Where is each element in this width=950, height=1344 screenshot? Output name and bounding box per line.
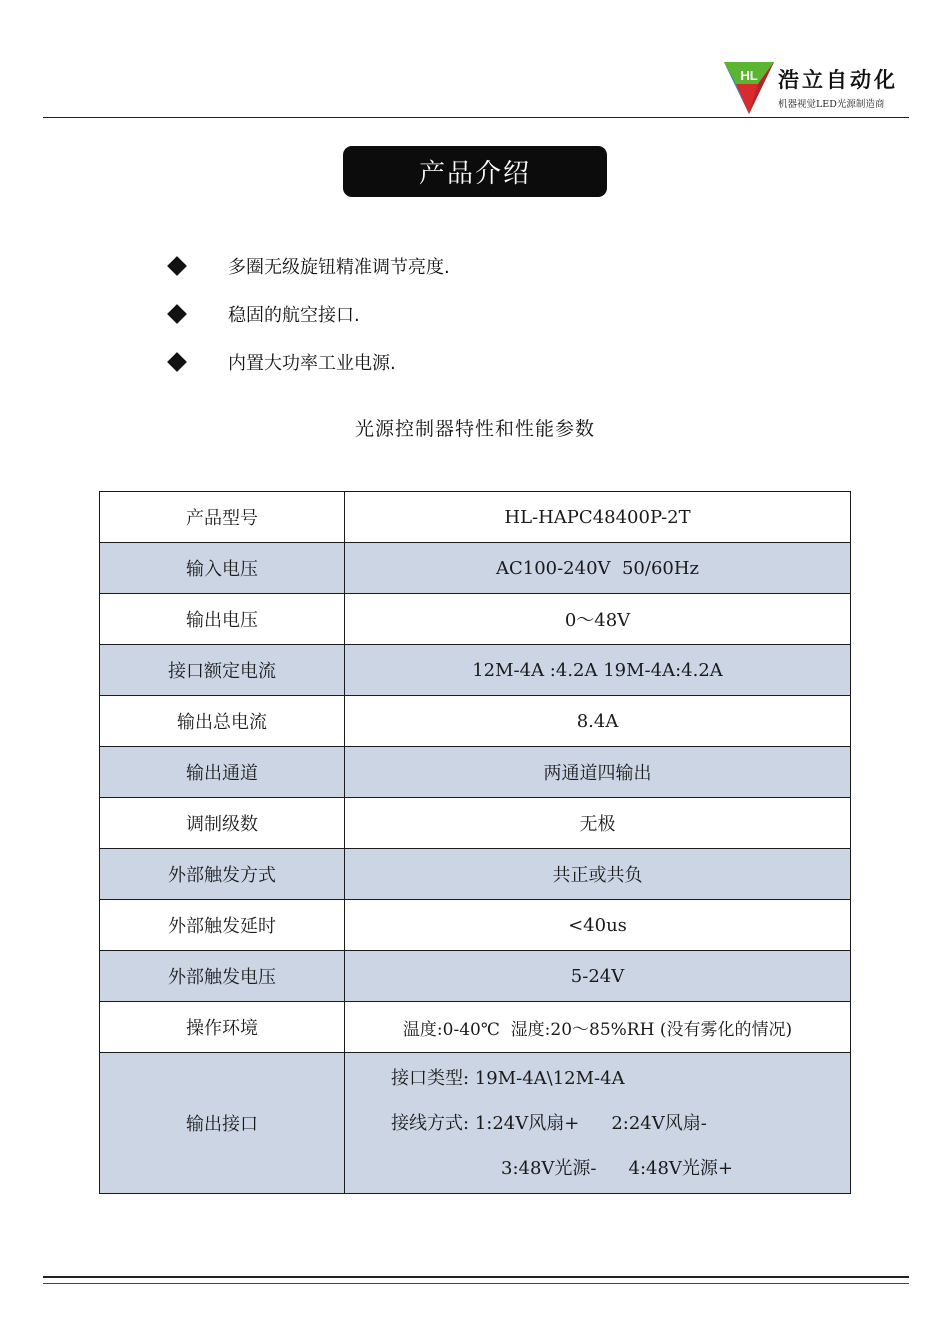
feature-item — [166, 338, 450, 386]
feature-text: 稳固的航空接口. — [228, 305, 360, 326]
port-wiring-line — [391, 1101, 850, 1146]
feature-item — [166, 290, 450, 338]
spec-label: 输出接口 — [100, 1053, 345, 1194]
spec-label: 外部触发延时 — [100, 900, 345, 951]
logo-emblem — [722, 58, 776, 118]
port-details — [345, 1056, 850, 1191]
company-name: 浩立自动化 — [778, 67, 898, 92]
company-logo — [722, 58, 912, 118]
feature-list — [166, 242, 450, 386]
spec-row — [100, 492, 851, 543]
spec-label: 操作环境 — [100, 1002, 345, 1053]
spec-label: 外部触发方式 — [100, 849, 345, 900]
spec-label: 接口额定电流 — [100, 645, 345, 696]
diamond-bullet-icon — [167, 352, 187, 372]
spec-value: 两通道四输出 — [345, 747, 851, 798]
spec-row — [100, 951, 851, 1002]
spec-row — [100, 696, 851, 747]
diamond-bullet-icon — [167, 256, 187, 276]
logo-mark-text: HL — [740, 68, 758, 83]
spec-table-title: 光源控制器特性和性能参数 — [354, 418, 595, 440]
wiring-label: 接线方式: — [391, 1112, 470, 1134]
spec-row — [100, 645, 851, 696]
spec-value: 温度:0-40℃ 湿度:20～85%RH (没有雾化的情况) — [345, 1002, 851, 1053]
section-title: 产品介绍 — [343, 146, 607, 197]
spec-label: 外部触发电压 — [100, 951, 345, 1002]
spec-label: 输出电压 — [100, 594, 345, 645]
spec-row — [100, 798, 851, 849]
port-type-line: 接口类型: 19M-4A\12M-4A — [391, 1067, 625, 1089]
spec-row — [100, 900, 851, 951]
pin-3: 3:48V光源- — [501, 1157, 597, 1179]
spec-row — [100, 1002, 851, 1053]
feature-item — [166, 242, 450, 290]
spec-label: 输出总电流 — [100, 696, 345, 747]
spec-label: 输入电压 — [100, 543, 345, 594]
footer-divider — [43, 1276, 909, 1278]
company-slogan: 机器视觉LED光源制造商 — [778, 99, 885, 110]
spec-value: 0～48V — [345, 594, 851, 645]
spec-row — [100, 543, 851, 594]
diamond-bullet-icon — [167, 304, 187, 324]
pin-1: 1:24V风扇+ — [474, 1112, 580, 1134]
spec-row — [100, 747, 851, 798]
spec-value: <40us — [345, 900, 851, 951]
spec-table — [99, 491, 851, 1194]
pin-4: 4:48V光源+ — [628, 1157, 734, 1179]
feature-text: 多圈无级旋钮精准调节亮度. — [228, 257, 450, 278]
spec-value: 共正或共负 — [345, 849, 851, 900]
spec-value: 12M-4A :4.2A 19M-4A:4.2A — [345, 645, 851, 696]
spec-row — [100, 849, 851, 900]
spec-row — [100, 594, 851, 645]
spec-value: 无极 — [345, 798, 851, 849]
spec-label: 输出通道 — [100, 747, 345, 798]
feature-text: 内置大功率工业电源. — [228, 353, 396, 374]
spec-row-output-port — [100, 1053, 851, 1194]
spec-label: 产品型号 — [100, 492, 345, 543]
spec-value: 8.4A — [345, 696, 851, 747]
header-divider — [43, 117, 909, 118]
spec-value-output-port — [345, 1053, 851, 1194]
spec-value: 5-24V — [345, 951, 851, 1002]
pin-2: 2:24V风扇- — [611, 1112, 707, 1134]
spec-label: 调制级数 — [100, 798, 345, 849]
spec-value: AC100-240V 50/60Hz — [345, 543, 851, 594]
spec-value: HL-HAPC48400P-2T — [345, 492, 851, 543]
footer-divider-thin — [43, 1283, 909, 1284]
port-wiring-line-2 — [391, 1146, 850, 1191]
